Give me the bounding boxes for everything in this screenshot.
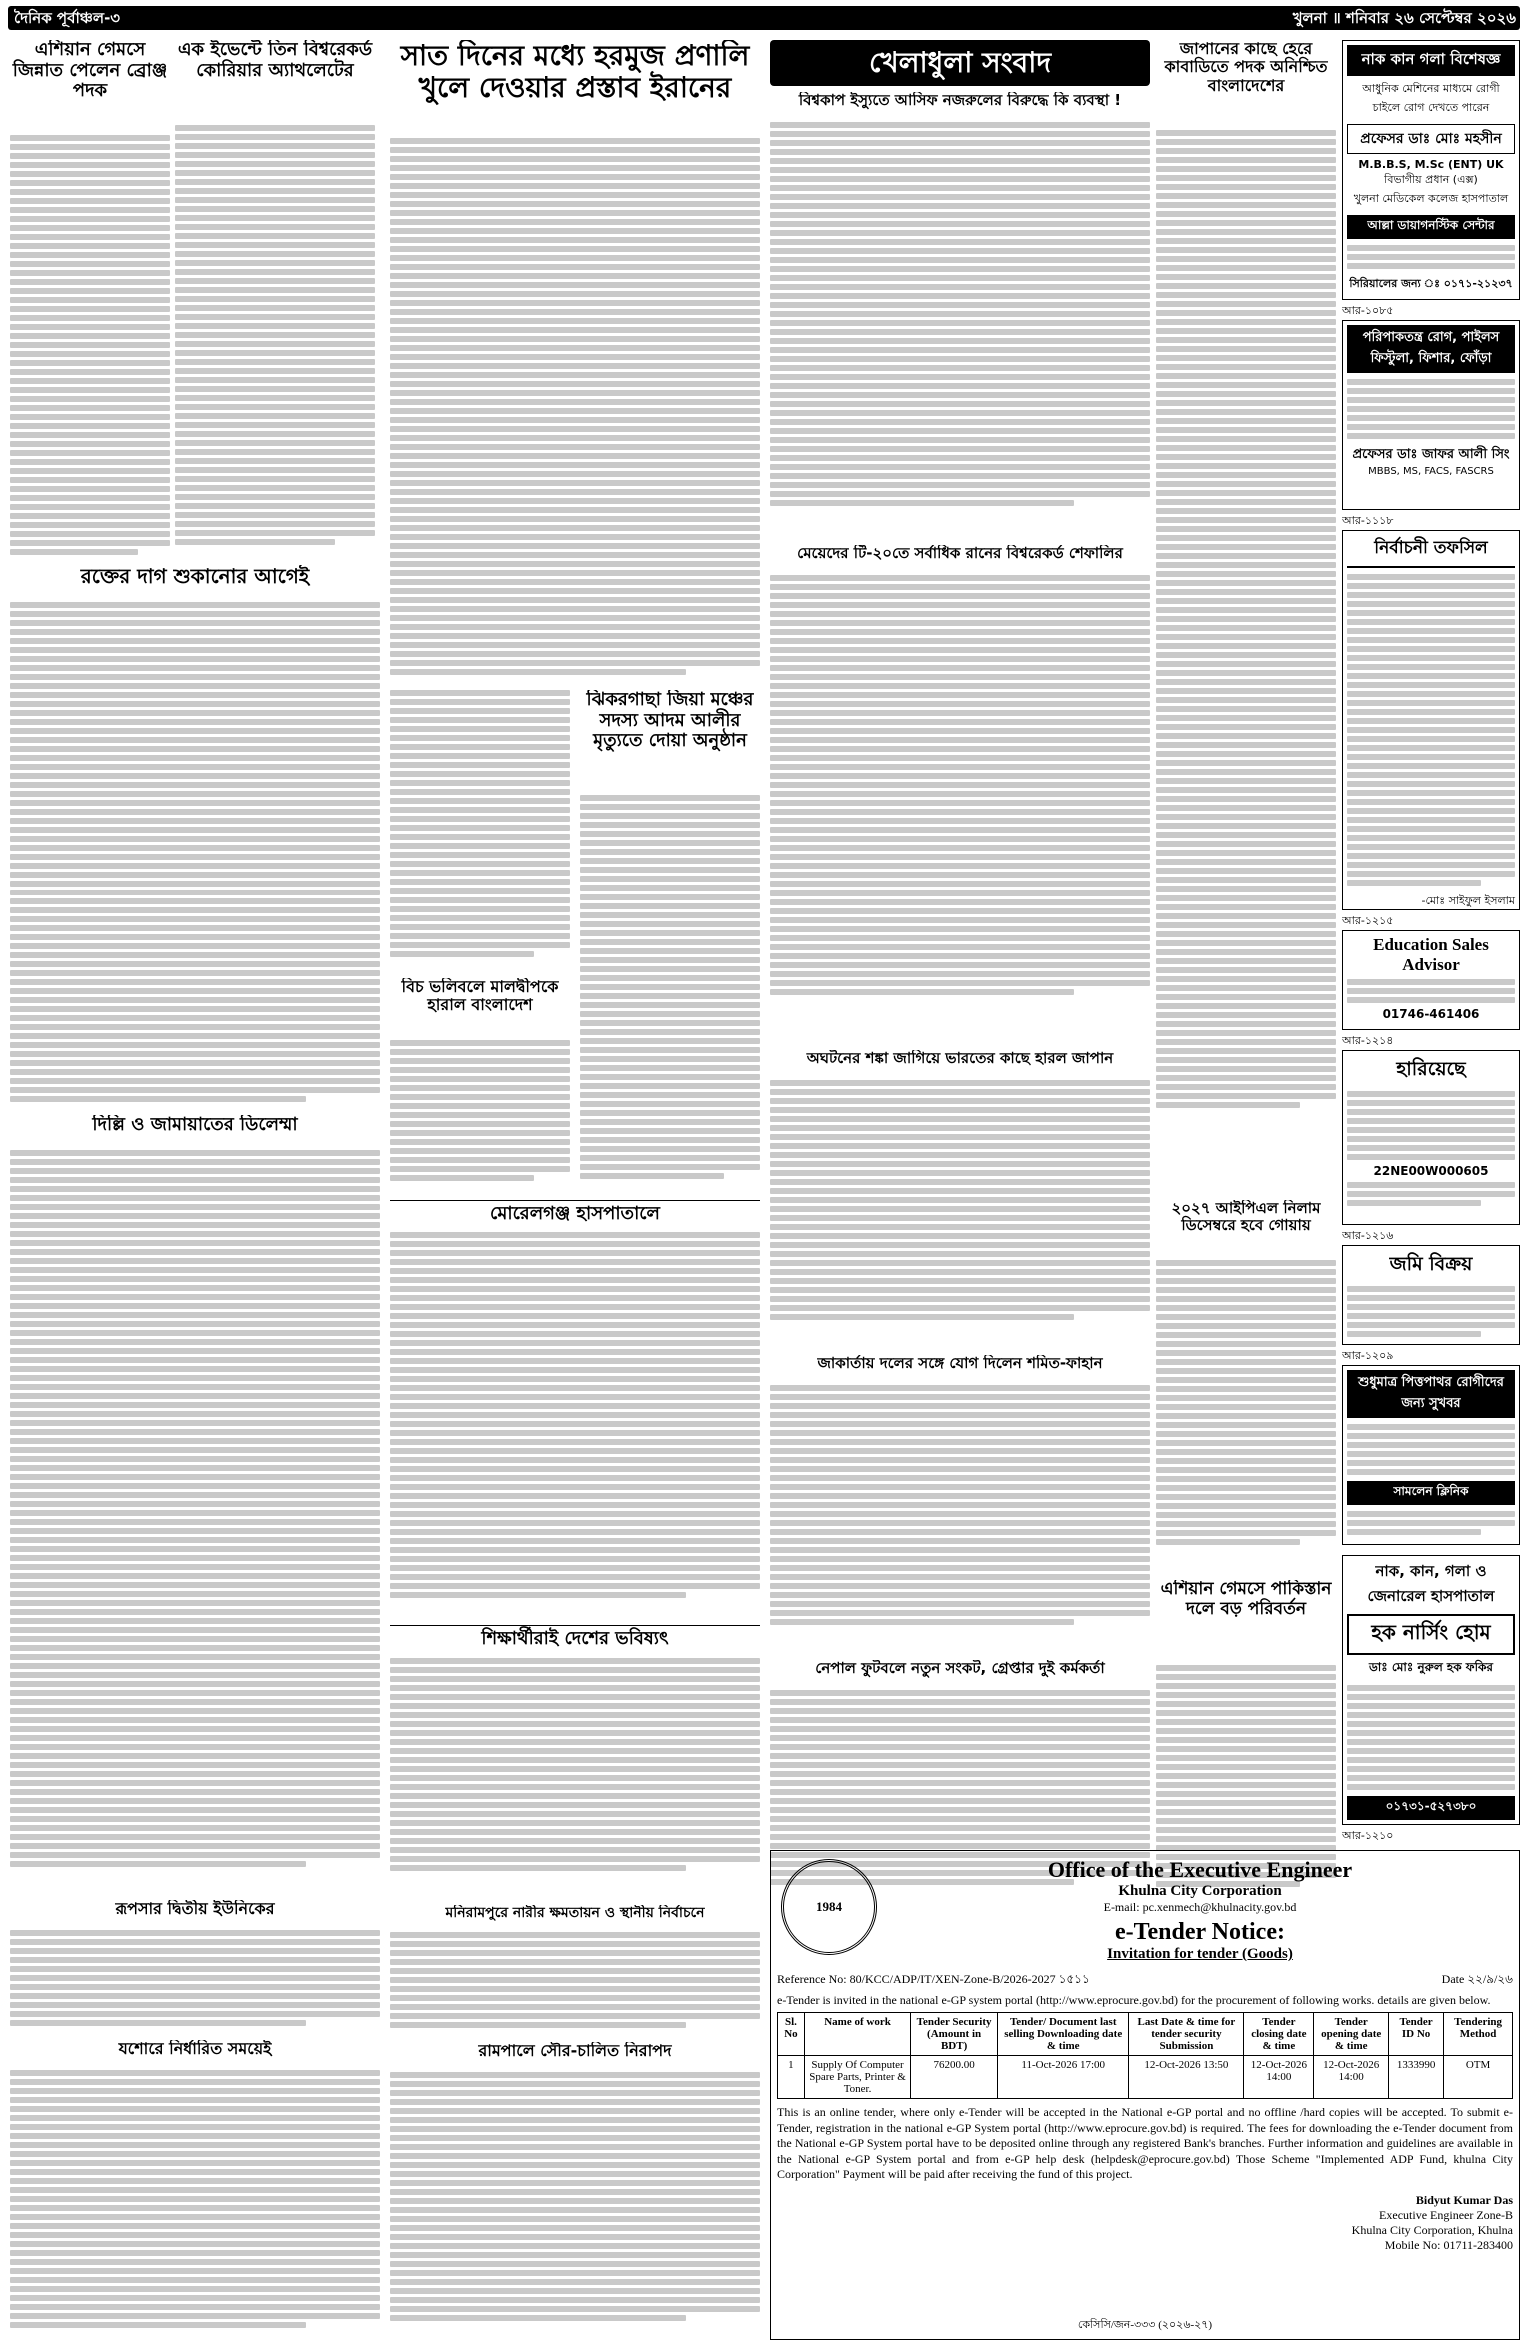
tender-header-cell: Last Date & time for tender security Submission	[1129, 2013, 1244, 2056]
headline-rampal: রামপালে সৌর-চালিত নিরাপদ	[478, 2042, 672, 2060]
ad-ent-code: আর-১০৮৫	[1342, 304, 1394, 316]
ad-election-code: আর-১২১৫	[1342, 914, 1394, 926]
masthead-left: দৈনিক পূর্বাঞ্চল-৩	[14, 9, 121, 27]
story-korean-athletes	[175, 125, 375, 555]
tender-note: This is an online tender, where only e-Tender will be accepted in the National e-GP portal and no offline /hard copies will be accepted. To submit e-Tender, registration in the national e-GP System portal (http://www.eprocure.gov.bd) is required. The fees for downloading the e-Tender document from the National e-GP System portal have to be deposited online through any registered Bank's branches. Further information and guidelines are available in the National e-GP System portal and from e-GP help desk (helpdesk@eprocure.gov.bd) Those Scheme "Implemented ADP Fund, khulna City Corporation" Payment will be paid after receiving the fund of this project.	[777, 2105, 1513, 2182]
tender-cell: 1333990	[1388, 2056, 1443, 2099]
headline-ruposha: রূপসার দ্বিতীয় ইউনিকের	[115, 1900, 275, 1918]
story-hormuz	[390, 138, 760, 683]
sports-banner: খেলাধুলা সংবাদ	[770, 40, 1150, 86]
tender-sign-phone: Mobile No: 01711-283400	[1384, 2237, 1513, 2252]
story-t20-record	[770, 575, 1150, 1040]
tender-table	[777, 2012, 1513, 2099]
ad-hospital-name: হক নার্সিং হোম	[1347, 1614, 1515, 1655]
ad-renal-title: শুধুমাত্র পিত্তপাথর রোগীদের জন্য সুখবর	[1347, 1370, 1515, 1418]
headline-world-cup-asif: বিশ্বকাপ ইস্যুতে আসিফ নজরুলের বিরুদ্ধে কি ব্যবস্থা !	[798, 92, 1122, 109]
tender-seal-year: 1984	[816, 1899, 842, 1914]
ad-colon-degree: MBBS, MS, FACS, FASCRS	[1368, 466, 1494, 477]
ad-hospital-phone: ০১৭৩১-৫২৭৩৮০	[1347, 1796, 1515, 1820]
ad-election	[1342, 530, 1520, 910]
tender-office: Office of the Executive Engineer	[1047, 1857, 1353, 1882]
story-women-election	[390, 1932, 760, 2032]
ad-ent-college: খুলনা মেডিকেল কলেজ হাসপাতাল	[1353, 192, 1509, 205]
story-jhikorgacha	[580, 795, 760, 1195]
story-blood-debt	[10, 602, 380, 1102]
tender-header-cell: Tender ID No	[1388, 2013, 1443, 2056]
ad-election-title: নির্বাচনী তফসিল	[1347, 535, 1515, 568]
ad-education-title: Education Sales Advisor	[1373, 935, 1489, 974]
ad-ent-phone: সিরিয়ালের জন্য ঃ ০১৭১-২১২৩৭	[1349, 277, 1513, 290]
ad-education-code: আর-১২১৪	[1342, 1034, 1394, 1046]
headline-korean-athletes: এক ইভেন্টে তিন বিশ্বরেকর্ড কোরিয়ার অ্যাথলেটের	[177, 40, 373, 81]
headline-dilli-jamaat: দিল্লি ও জামায়াতের ডিলেম্মা	[92, 1115, 298, 1135]
story-morelganj	[390, 1232, 760, 1617]
ad-education-contact: 01746-461406	[1382, 1007, 1480, 1021]
ad-colon-code: আর-১১১৮	[1342, 514, 1394, 526]
ad-ent	[1342, 40, 1520, 300]
masthead-right: খুলনা ॥ শনিবার ২৬ সেপ্টেম্বর ২০২৬	[1292, 9, 1516, 27]
story-japan-loses	[770, 1080, 1150, 1345]
ad-lost	[1342, 1050, 1520, 1225]
headline-volleyball: বিচ ভলিবলে মালদ্বীপকে হারাল বাংলাদেশ	[401, 978, 559, 1015]
story-world-cup-asif	[770, 122, 1150, 532]
story-volleyball	[390, 1040, 570, 1190]
story-hormuz-cont	[390, 690, 570, 970]
tender-subtitle: Invitation for tender (Goods)	[1107, 1946, 1293, 1962]
tender-notice	[770, 1850, 1520, 2340]
tender-email: E-mail: pc.xenmech@khulnacity.gov.bd	[1103, 1900, 1297, 1914]
table-row	[778, 2056, 1513, 2099]
tender-header-cell: Tender closing date & time	[1244, 2013, 1314, 2056]
tender-intro: e-Tender is invited in the national e-GP system portal (http://www.eprocure.gov.bd) for the procurement of following works. details are given below.	[777, 1993, 1491, 2007]
ad-ent-center: আল্লা ডায়াগনস্টিক সেন্টার	[1347, 215, 1515, 239]
ad-hospital	[1342, 1555, 1520, 1825]
ad-land-code: আর-১২০৯	[1342, 1349, 1394, 1361]
headline-hormuz: সাত দিনের মধ্যে হরমুজ প্রণালি খুলে দেওয়ার প্রস্তাব ইরানের	[400, 40, 750, 105]
ad-election-sign: -মোঃ সাইফুল ইসলাম	[1421, 894, 1515, 907]
story-ruposha	[10, 1930, 380, 2030]
tender-table-header	[778, 2013, 1513, 2056]
headline-jessore: যশোরে নির্ধারিত সময়েই	[118, 2040, 272, 2058]
headline-jhikorgacha: ঝিকরগাছা জিয়া মঞ্চের সদস্য আদম আলীর মৃত্যুতে দোয়া অনুষ্ঠান	[586, 690, 754, 752]
story-students-future	[390, 1658, 760, 1898]
tender-cell: 12-Oct-2026 13:50	[1129, 2056, 1244, 2099]
tender-cell: 1	[778, 2056, 805, 2099]
ad-renal-clinic: সামলেন ক্লিনিক	[1347, 1481, 1515, 1505]
tender-reference: Reference No: 80/KCC/ADP/IT/XEN-Zone-B/2026-2027 ১৫১১	[777, 1972, 1090, 1986]
ad-colon	[1342, 320, 1520, 510]
ad-ent-title: নাক কান গলা বিশেষজ্ঞ	[1347, 45, 1515, 76]
tender-date: Date ২২/৯/২৬	[1441, 1972, 1513, 1986]
ad-hospital-doctor: ডাঃ মোঃ নুরুল হক ফকির	[1368, 1660, 1494, 1674]
story-dilli-jamaat	[10, 1150, 380, 1890]
ad-lost-ref: 22NE00W000605	[1373, 1164, 1489, 1178]
headline-asian-games: এশিয়ান গেমসে জিন্নাত পেলেন ব্রোঞ্জ পদক	[12, 40, 168, 102]
ad-hospital-title: নাক, কান, গলা ও জেনারেল হাসপাতাল	[1367, 1562, 1495, 1605]
ad-ent-role: বিভাগীয় প্রধান (এক্স)	[1384, 173, 1478, 186]
tender-sign-name: Bidyut Kumar Das	[1415, 2192, 1513, 2207]
tender-header-cell: Tender/ Document last selling Downloading date & time	[997, 2013, 1129, 2056]
story-asian-games	[10, 135, 170, 555]
ad-hospital-code: আর-১২১০	[1342, 1829, 1394, 1841]
story-jakarta	[770, 1385, 1150, 1650]
ad-lost-title: হারিয়েছে	[1396, 1058, 1466, 1080]
headline-ipl: ২০২৭ আইপিএল নিলাম ডিসেম্বরে হবে গোয়ায়	[1171, 1200, 1321, 1235]
headline-morelganj: মোরেলগঞ্জ হাসপাতালে	[390, 1200, 760, 1228]
headline-blood-debt: রক্তের দাগ শুকানোর আগেই	[80, 565, 310, 588]
tender-title: e-Tender Notice:	[1115, 1919, 1285, 1945]
tender-cell: 12-Oct-2026 14:00	[1244, 2056, 1314, 2099]
tender-signature	[777, 2193, 1513, 2253]
tender-cell: Supply Of Computer Spare Parts, Printer & Toner.	[804, 2056, 910, 2099]
headline-japan-bd: জাপানের কাছে হেরে কাবাডিতে পদক অনিশ্চিত বাংলাদেশের	[1164, 40, 1328, 95]
tender-code: কেসিসি/জন-৩৩৩ (২০২৬-২৭)	[1077, 2319, 1213, 2331]
tender-sign-org: Khulna City Corporation, Khulna	[1351, 2222, 1513, 2237]
ad-land-title: জমি বিক্রয়	[1389, 1253, 1473, 1275]
ad-ent-doctor: প্রফেসর ডাঃ মোঃ মহসীন	[1347, 124, 1515, 154]
tender-header-cell: Name of work	[804, 2013, 910, 2056]
story-japan-bd	[1156, 130, 1336, 1190]
tender-header-cell: Tender Security (Amount in BDT)	[911, 2013, 998, 2056]
ad-lost-code: আর-১২১৬	[1342, 1229, 1394, 1241]
headline-students-future: শিক্ষার্থীরাই দেশের ভবিষ্যৎ	[390, 1625, 760, 1653]
headline-japan-loses: অঘটনের শঙ্কা জাগিয়ে ভারতের কাছে হারল জাপান	[806, 1050, 1114, 1067]
headline-women-election: মনিরামপুরে নারীর ক্ষমতায়ন ও স্থানীয় নির্বাচনে	[445, 1905, 705, 1921]
ad-ent-sub: আধুনিক মেশিনের মাধ্যমে রোগী চাইলে রোগ দেখতে পারেন	[1362, 82, 1500, 114]
tender-cell: OTM	[1444, 2056, 1513, 2099]
story-ipl	[1156, 1260, 1336, 1570]
ad-colon-title: পরিপাকতন্ত্র রোগ, পাইলস ফিস্টুলা, ফিশার, ফোঁড়া	[1347, 325, 1515, 373]
tender-ref-row	[777, 1971, 1513, 1991]
tender-seal	[781, 1859, 877, 1955]
tender-cell: 11-Oct-2026 17:00	[997, 2056, 1129, 2099]
tender-cell: 76200.00	[911, 2056, 998, 2099]
story-jessore	[10, 2070, 380, 2340]
headline-nepal-football: নেপাল ফুটবলে নতুন সংকট, গ্রেপ্তার দুই কর্মকর্তা	[815, 1660, 1105, 1677]
tender-corp: Khulna City Corporation	[1118, 1883, 1282, 1899]
tender-sign-role: Executive Engineer Zone-B	[1379, 2207, 1513, 2222]
ad-renal	[1342, 1365, 1520, 1545]
ad-land	[1342, 1245, 1520, 1345]
headline-t20-record: মেয়েদের টি-২০তে সর্বাধিক রানের বিশ্বরেকর্ড শেফালির	[797, 545, 1123, 562]
ad-colon-doctor: প্রফেসর ডাঃ জাফর আলী সিং	[1352, 447, 1510, 462]
ad-education	[1342, 930, 1520, 1030]
ad-ent-degree: M.B.B.S, M.Sc (ENT) UK	[1358, 158, 1504, 171]
tender-header-cell: Tendering Method	[1444, 2013, 1513, 2056]
tender-header-cell: Sl. No	[778, 2013, 805, 2056]
story-rampal	[390, 2072, 760, 2337]
tender-cell: 12-Oct-2026 14:00	[1314, 2056, 1389, 2099]
headline-asian-games-pakistan: এশিয়ান গেমসে পাকিস্তান দলে বড় পরিবর্তন	[1160, 1580, 1332, 1619]
tender-header-cell: Tender opening date & time	[1314, 2013, 1389, 2056]
headline-jakarta: জাকার্তায় দলের সঙ্গে যোগ দিলেন শমিত-ফাহান	[817, 1355, 1103, 1372]
